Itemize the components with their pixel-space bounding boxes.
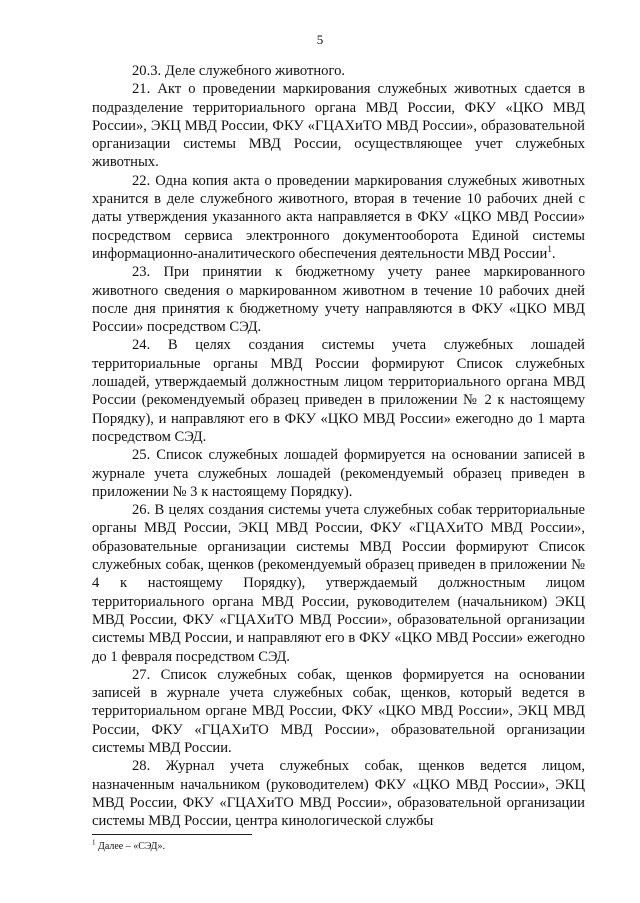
footnote-marker: 1 [92,838,96,847]
paragraph-27: 27. Список служебных собак, щенков формируется на основании записей в журнале учета служебных собак, щенков, который ведется в территориальном органе МВД России, ФКУ «ЦКО МВД России», ЭКЦ МВД России, ФКУ «ГЦАХиТО МВД России», образовательной организации системы МВД России. [92,666,585,756]
paragraph-25: 25. Список служебных лошадей формируется на основании записей в журнале учета служебных лошадей (рекомендуемый образец приведен в приложении № 3 к настоящему Порядку). [92,447,585,500]
paragraph-22-text: 22. Одна копия акта о проведении маркирования служебных животных хранится в деле служебного животного, вторая в течение 10 рабочих дней с даты утверждения указанного акта направляется в ФКУ «ЦКО МВД России» посредством сервиса электронного документооборота Единой системы информационно-аналитического обеспечения деятельности МВД России [92,172,585,262]
paragraph-22-end: . [551,245,556,262]
paragraph-26: 26. В целях создания системы учета служебных собак территориальные органы МВД России, ЭКЦ МВД России, ФКУ «ГЦАХиТО МВД России», образовательные организации системы МВД России формируют Список служебных собак, щенков (рекомендуемый образец приведен в приложении № 4 к настоящему Порядку), утверждаемый должностным лицом территориального органа МВД России, руководителем (начальником) ЭКЦ МВД России, ФКУ «ГЦАХиТО МВД России», образовательной организации системы МВД России, и направляют его в ФКУ «ЦКО МВД России» ежегодно до 1 февраля посредством СЭД. [92,502,585,665]
footnote-text: Далее – «СЭД». [95,841,165,852]
document-body [92,62,585,830]
paragraph-28: 28. Журнал учета служебных собак, щенков ведется лицом, назначенным начальником (руководителем) ФКУ «ЦКО МВД России», ЭКЦ МВД России, ФКУ «ГЦАХиТО МВД России», образовательной организации системы МВД России, центра кинологической службы [92,758,585,830]
paragraph-21: 21. Акт о проведении маркирования служебных животных сдается в подразделение территориального органа МВД России, ФКУ «ЦКО МВД России», ЭКЦ МВД России, ФКУ «ГЦАХиТО МВД России», образовательной организации системы МВД России, осуществляющее учет служебных животных. [92,81,585,171]
page-number: 5 [316,32,324,47]
footnote-divider [92,834,252,835]
paragraph-24: 24. В целях создания системы учета служебных лошадей территориальные органы МВД России формируют Список служебных лошадей, утверждаемый должностным лицом территориального органа МВД России (рекомендуемый образец приведен в приложении № 2 к настоящему Порядку), и направляют его в ФКУ «ЦКО МВД России» ежегодно до 1 марта посредством СЭД. [92,337,585,445]
footnote-reference: 1 [547,244,552,255]
paragraph-23: 23. При принятии к бюджетному учету ранее маркированного животного сведения о маркированном животном в течение 10 рабочих дней после дня принятия к бюджетному учету направляются в ФКУ «ЦКО МВД России» посредством СЭД. [92,264,585,336]
paragraph-20-3: 20.3. Деле служебного животного. [132,63,346,79]
footnote [92,840,165,853]
paragraph-22 [92,172,585,263]
